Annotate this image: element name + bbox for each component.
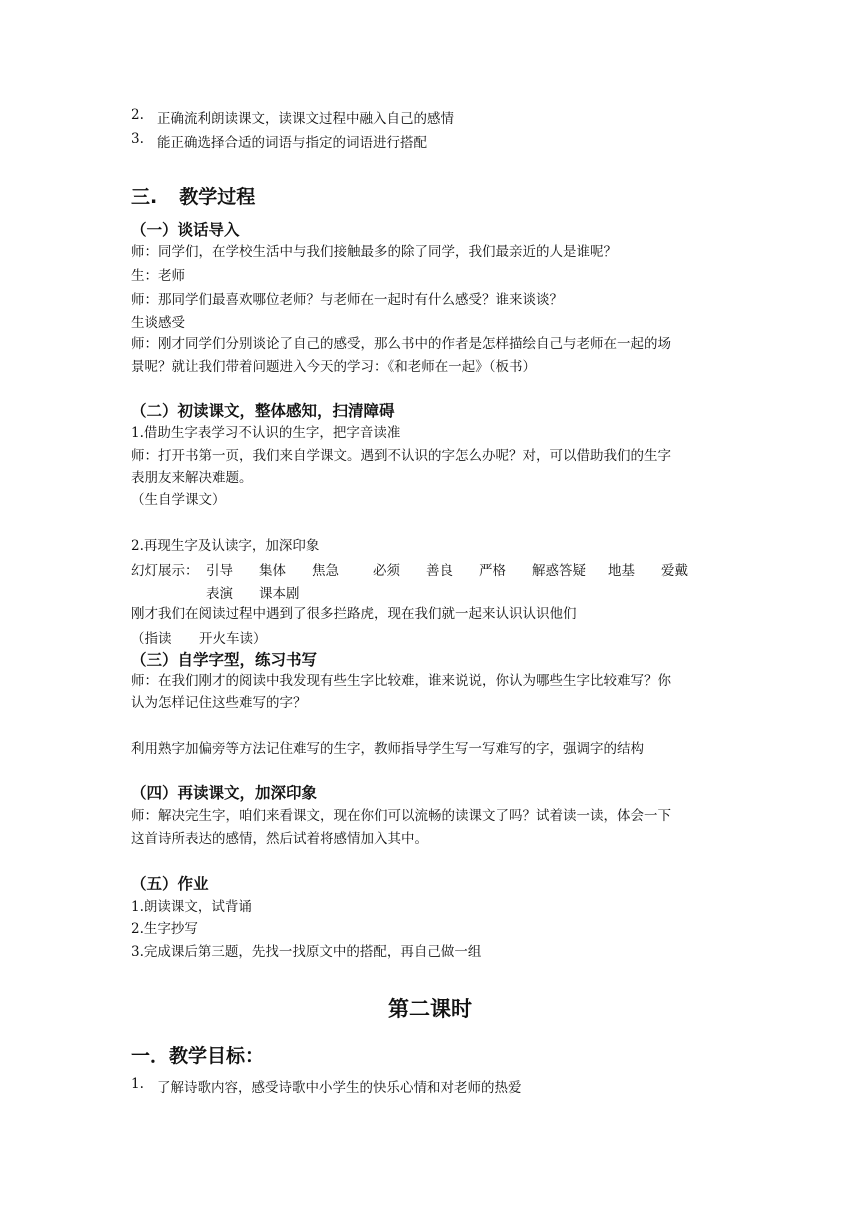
vocab-word: 课本剧	[259, 586, 300, 602]
section-title: 教学过程	[179, 186, 256, 208]
list-text: 正确流利朗读课文，读课文过程中融入自己的感情	[157, 111, 454, 127]
paragraph-line: 师：解决完生字，咱们来看课文，现在你们可以流畅的读课文了吗？试着读一读，体会一下	[131, 808, 671, 824]
list-number: 2.	[131, 107, 144, 123]
vocab-word: 善良	[426, 563, 453, 579]
slide-label: 幻灯展示：	[131, 563, 199, 579]
part3-heading: （三）自学字型，练习书写	[131, 651, 318, 669]
paragraph-line: 刚才我们在阅读过程中遇到了很多拦路虎，现在我们就一起来认识认识他们	[131, 606, 577, 622]
part5-heading: （五）作业	[131, 875, 209, 893]
paragraph-line: 认为怎样记住这些难写的字？	[131, 695, 307, 711]
list-number: 1.	[131, 1076, 144, 1092]
goal-heading: 一．教学目标：	[131, 1045, 265, 1067]
vocab-word: 必须	[373, 563, 400, 579]
paragraph-line: 2.生字抄写	[131, 921, 198, 937]
vocab-word: 集体	[259, 563, 286, 579]
part1-heading: （一）谈话导入	[131, 221, 240, 239]
vocab-word: 严格	[479, 563, 506, 579]
paragraph-line: 生：老师	[131, 268, 185, 284]
paragraph-line: 师：打开书第一页，我们来自学课文。遇到不认识的字怎么办呢？对，可以借助我们的生字	[131, 448, 671, 464]
part2-heading: （二）初读课文，整体感知，扫清障碍	[131, 402, 395, 420]
vocab-word: 引导	[206, 563, 233, 579]
paragraph-line: 1.借助生字表学习不认识的生字，把字音读准	[131, 425, 401, 441]
paragraph-line: 师：同学们，在学校生活中与我们接触最多的除了同学，我们最亲近的人是谁呢？	[131, 244, 617, 260]
paragraph-line: （生自学课文）	[131, 492, 226, 508]
reading-mode: 开火车读）	[199, 631, 267, 647]
section-number: 三.	[131, 186, 158, 208]
list-number: 3.	[131, 131, 144, 147]
paragraph-line: 1.朗读课文，试背诵	[131, 899, 252, 915]
paragraph-line: 3.完成课后第三题，先找一找原文中的搭配，再自己做一组	[131, 944, 482, 960]
paragraph-line: 师：刚才同学们分别谈论了自己的感受，那么书中的作者是怎样描绘自己与老师在一起的场	[131, 336, 671, 352]
paragraph-line: 景呢？就让我们带着问题进入今天的学习：《和老师在一起》（板书）	[131, 359, 536, 375]
paragraph-line: 2.再现生字及认读字，加深印象	[131, 538, 320, 554]
paragraph-line: 生谈感受	[131, 315, 185, 331]
paragraph-line: 师：那同学们最喜欢哪位老师？与老师在一起时有什么感受？谁来谈谈？	[131, 292, 563, 308]
part4-heading: （四）再读课文，加深印象	[131, 784, 318, 802]
section-heading	[131, 182, 255, 209]
vocab-word: 地基	[608, 563, 635, 579]
list-text: 了解诗歌内容，感受诗歌中小学生的快乐心情和对老师的热爱	[157, 1080, 522, 1096]
paragraph-line: 利用熟字加偏旁等方法记住难写的生字，教师指导学生写一写难写的字，强调字的结构	[131, 741, 644, 757]
paragraph-line: 师：在我们刚才的阅读中我发现有些生字比较难，谁来说说，你认为哪些生字比较难写？你	[131, 673, 671, 689]
vocab-word: 解惑答疑	[532, 563, 586, 579]
paragraph-line: 表朋友来解决难题。	[131, 470, 253, 486]
list-text: 能正确选择合适的词语与指定的词语进行搭配	[157, 135, 427, 151]
lesson-title: 第二课时	[388, 997, 472, 1021]
vocab-word: 焦急	[312, 563, 339, 579]
vocab-word: 表演	[206, 586, 233, 602]
reading-mode: （指读	[131, 631, 172, 647]
vocab-word: 爱戴	[661, 563, 688, 579]
paragraph-line: 这首诗所表达的感情，然后试着将感情加入其中。	[131, 831, 428, 847]
